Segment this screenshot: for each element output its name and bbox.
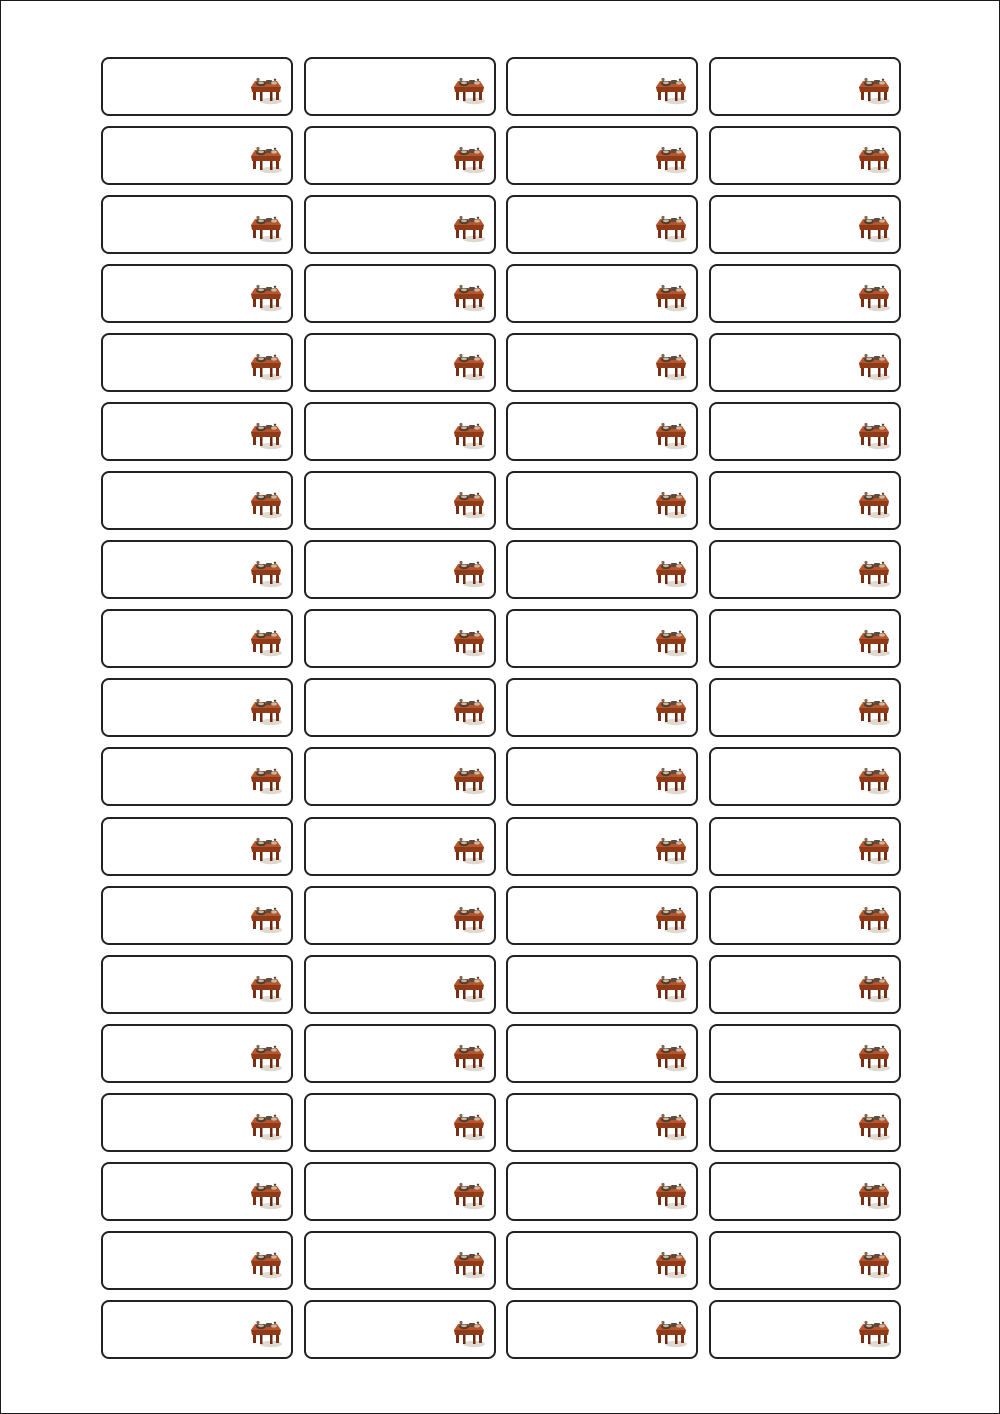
coffee-table-icon (857, 765, 891, 795)
coffee-table-icon (857, 420, 891, 450)
coffee-table-icon (654, 1318, 688, 1348)
coffee-table-icon (249, 282, 283, 312)
coffee-table-icon (249, 489, 283, 519)
coffee-table-icon (654, 558, 688, 588)
coffee-table-icon (654, 696, 688, 726)
coffee-table-icon (249, 1111, 283, 1141)
coffee-table-icon (249, 904, 283, 934)
coffee-table-icon (452, 696, 486, 726)
blank-label-r3-c3[interactable] (506, 195, 698, 254)
blank-label-r16-c3[interactable] (506, 1093, 698, 1152)
coffee-table-icon (857, 489, 891, 519)
blank-label-r1-c2[interactable] (304, 57, 496, 116)
coffee-table-icon (249, 1180, 283, 1210)
coffee-table-icon (452, 1180, 486, 1210)
blank-label-r11-c1[interactable] (101, 747, 293, 806)
coffee-table-icon (249, 696, 283, 726)
blank-label-r15-c3[interactable] (506, 1024, 698, 1083)
coffee-table-icon (249, 835, 283, 865)
blank-label-r12-c1[interactable] (101, 817, 293, 876)
blank-label-r12-c2[interactable] (304, 817, 496, 876)
blank-label-r5-c4[interactable] (709, 333, 901, 392)
coffee-table-icon (654, 420, 688, 450)
blank-label-r19-c3[interactable] (506, 1300, 698, 1359)
blank-label-r9-c4[interactable] (709, 609, 901, 668)
coffee-table-icon (249, 420, 283, 450)
coffee-table-icon (249, 1042, 283, 1072)
blank-label-r17-c3[interactable] (506, 1162, 698, 1221)
coffee-table-icon (452, 835, 486, 865)
blank-label-r1-c1[interactable] (101, 57, 293, 116)
coffee-table-icon (249, 1318, 283, 1348)
coffee-table-icon (857, 835, 891, 865)
blank-label-r6-c2[interactable] (304, 402, 496, 461)
coffee-table-icon (452, 144, 486, 174)
blank-label-r1-c3[interactable] (506, 57, 698, 116)
coffee-table-icon (452, 75, 486, 105)
blank-label-r10-c3[interactable] (506, 678, 698, 737)
coffee-table-icon (249, 973, 283, 1003)
blank-label-r11-c4[interactable] (709, 747, 901, 806)
coffee-table-icon (452, 420, 486, 450)
coffee-table-icon (452, 282, 486, 312)
coffee-table-icon (654, 973, 688, 1003)
coffee-table-icon (857, 1318, 891, 1348)
coffee-table-icon (249, 144, 283, 174)
coffee-table-icon (654, 835, 688, 865)
blank-label-r10-c1[interactable] (101, 678, 293, 737)
blank-label-r8-c2[interactable] (304, 540, 496, 599)
coffee-table-icon (857, 213, 891, 243)
blank-label-r17-c4[interactable] (709, 1162, 901, 1221)
coffee-table-icon (654, 627, 688, 657)
blank-label-r19-c2[interactable] (304, 1300, 496, 1359)
blank-label-r19-c1[interactable] (101, 1300, 293, 1359)
coffee-table-icon (249, 75, 283, 105)
blank-label-r2-c4[interactable] (709, 126, 901, 185)
blank-label-r10-c2[interactable] (304, 678, 496, 737)
coffee-table-icon (654, 282, 688, 312)
coffee-table-icon (452, 213, 486, 243)
coffee-table-icon (654, 489, 688, 519)
blank-label-r8-c4[interactable] (709, 540, 901, 599)
coffee-table-icon (857, 696, 891, 726)
coffee-table-icon (452, 1111, 486, 1141)
blank-label-r18-c2[interactable] (304, 1231, 496, 1290)
coffee-table-icon (857, 1249, 891, 1279)
coffee-table-icon (654, 904, 688, 934)
blank-label-r7-c1[interactable] (101, 471, 293, 530)
coffee-table-icon (452, 489, 486, 519)
coffee-table-icon (857, 282, 891, 312)
blank-label-r5-c2[interactable] (304, 333, 496, 392)
blank-label-r18-c1[interactable] (101, 1231, 293, 1290)
blank-label-r2-c2[interactable] (304, 126, 496, 185)
label-grid (101, 57, 901, 1359)
blank-label-r3-c1[interactable] (101, 195, 293, 254)
blank-label-r18-c3[interactable] (506, 1231, 698, 1290)
coffee-table-icon (249, 1249, 283, 1279)
coffee-table-icon (249, 558, 283, 588)
coffee-table-icon (452, 351, 486, 381)
blank-label-r11-c2[interactable] (304, 747, 496, 806)
blank-label-r2-c3[interactable] (506, 126, 698, 185)
blank-label-r15-c1[interactable] (101, 1024, 293, 1083)
blank-label-r17-c1[interactable] (101, 1162, 293, 1221)
coffee-table-icon (654, 351, 688, 381)
blank-label-r9-c3[interactable] (506, 609, 698, 668)
blank-label-r13-c4[interactable] (709, 886, 901, 945)
blank-label-r16-c1[interactable] (101, 1093, 293, 1152)
coffee-table-icon (452, 765, 486, 795)
coffee-table-icon (654, 1249, 688, 1279)
blank-label-r16-c2[interactable] (304, 1093, 496, 1152)
coffee-table-icon (452, 1042, 486, 1072)
coffee-table-icon (857, 144, 891, 174)
coffee-table-icon (452, 627, 486, 657)
blank-label-r14-c2[interactable] (304, 955, 496, 1014)
blank-label-r14-c3[interactable] (506, 955, 698, 1014)
coffee-table-icon (452, 973, 486, 1003)
blank-label-r6-c1[interactable] (101, 402, 293, 461)
blank-label-r18-c4[interactable] (709, 1231, 901, 1290)
coffee-table-icon (249, 351, 283, 381)
coffee-table-icon (654, 213, 688, 243)
coffee-table-icon (452, 1249, 486, 1279)
blank-label-r4-c1[interactable] (101, 264, 293, 323)
blank-label-r4-c4[interactable] (709, 264, 901, 323)
coffee-table-icon (857, 1111, 891, 1141)
coffee-table-icon (452, 558, 486, 588)
blank-label-r13-c1[interactable] (101, 886, 293, 945)
coffee-table-icon (452, 1318, 486, 1348)
blank-label-r17-c2[interactable] (304, 1162, 496, 1221)
coffee-table-icon (654, 1042, 688, 1072)
blank-label-r3-c2[interactable] (304, 195, 496, 254)
coffee-table-icon (857, 627, 891, 657)
coffee-table-icon (857, 75, 891, 105)
blank-label-r6-c4[interactable] (709, 402, 901, 461)
blank-label-r12-c4[interactable] (709, 817, 901, 876)
blank-label-r7-c3[interactable] (506, 471, 698, 530)
coffee-table-icon (654, 1180, 688, 1210)
coffee-table-icon (857, 973, 891, 1003)
coffee-table-icon (249, 213, 283, 243)
blank-label-r12-c3[interactable] (506, 817, 698, 876)
blank-label-r3-c4[interactable] (709, 195, 901, 254)
blank-label-r9-c2[interactable] (304, 609, 496, 668)
coffee-table-icon (249, 765, 283, 795)
coffee-table-icon (857, 558, 891, 588)
blank-label-r14-c1[interactable] (101, 955, 293, 1014)
blank-label-r13-c2[interactable] (304, 886, 496, 945)
blank-label-r5-c1[interactable] (101, 333, 293, 392)
blank-label-r7-c4[interactable] (709, 471, 901, 530)
blank-label-r1-c4[interactable] (709, 57, 901, 116)
blank-label-r6-c3[interactable] (506, 402, 698, 461)
blank-label-r15-c4[interactable] (709, 1024, 901, 1083)
blank-label-r13-c3[interactable] (506, 886, 698, 945)
blank-label-r7-c2[interactable] (304, 471, 496, 530)
coffee-table-icon (452, 904, 486, 934)
blank-label-r8-c1[interactable] (101, 540, 293, 599)
blank-label-r16-c4[interactable] (709, 1093, 901, 1152)
blank-label-r4-c2[interactable] (304, 264, 496, 323)
blank-label-r5-c3[interactable] (506, 333, 698, 392)
coffee-table-icon (249, 627, 283, 657)
blank-label-r10-c4[interactable] (709, 678, 901, 737)
blank-label-r11-c3[interactable] (506, 747, 698, 806)
coffee-table-icon (857, 1180, 891, 1210)
coffee-table-icon (857, 904, 891, 934)
blank-label-r14-c4[interactable] (709, 955, 901, 1014)
blank-label-r4-c3[interactable] (506, 264, 698, 323)
blank-label-r19-c4[interactable] (709, 1300, 901, 1359)
blank-label-r8-c3[interactable] (506, 540, 698, 599)
blank-label-r2-c1[interactable] (101, 126, 293, 185)
blank-label-r9-c1[interactable] (101, 609, 293, 668)
coffee-table-icon (654, 144, 688, 174)
coffee-table-icon (857, 351, 891, 381)
coffee-table-icon (654, 765, 688, 795)
blank-label-r15-c2[interactable] (304, 1024, 496, 1083)
coffee-table-icon (857, 1042, 891, 1072)
coffee-table-icon (654, 75, 688, 105)
coffee-table-icon (654, 1111, 688, 1141)
